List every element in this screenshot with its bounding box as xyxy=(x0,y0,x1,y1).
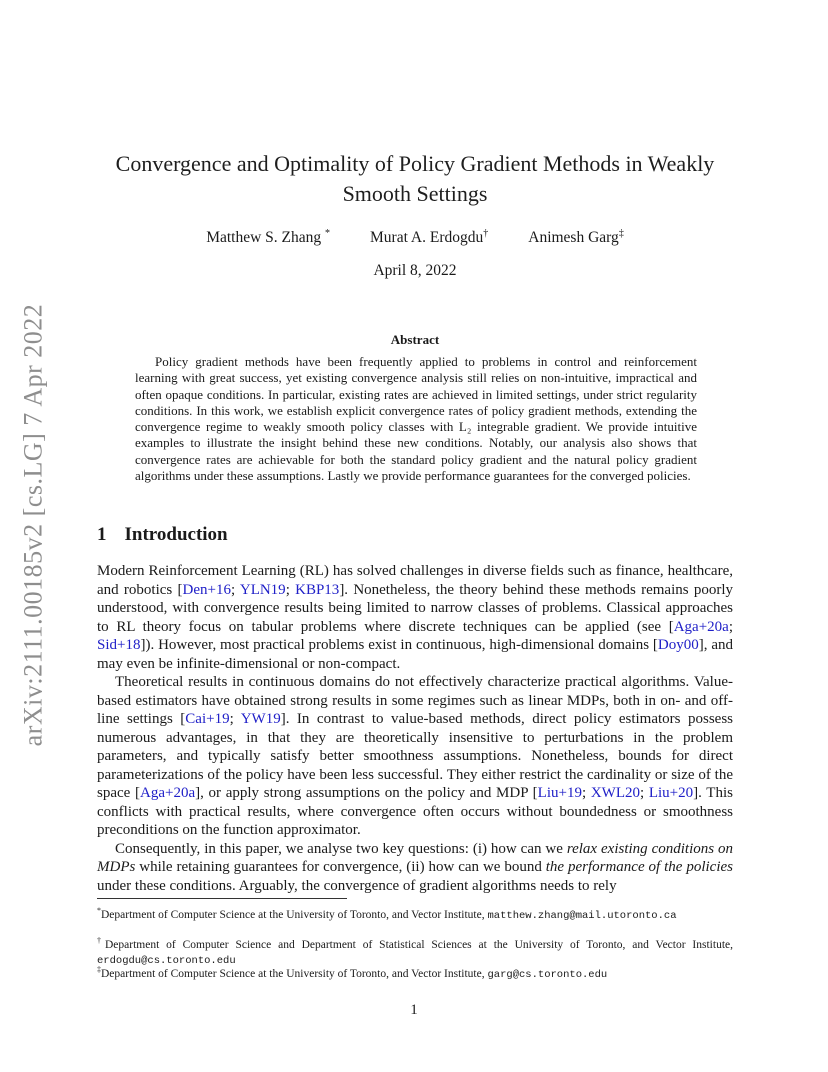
section-number: 1 xyxy=(97,524,107,545)
body-text xyxy=(97,562,733,895)
footnote-mark[interactable]: * xyxy=(325,228,331,239)
arxiv-stamp xyxy=(16,292,50,758)
author: Murat A. Erdogdu† xyxy=(370,228,489,247)
paper-title: Convergence and Optimality of Policy Gradient Methods in Weakly Smooth Settings xyxy=(115,151,715,206)
section-heading xyxy=(97,524,228,546)
paper-date: April 8, 2022 xyxy=(373,262,457,279)
footnote: ‡Department of Computer Science at the University of Toronto, and Vector Institute, garg@cs.toronto.edu xyxy=(97,965,608,981)
citation-link[interactable]: YW19 xyxy=(240,711,281,727)
author-list xyxy=(100,228,730,247)
citation-link[interactable]: Den+16 xyxy=(182,581,231,598)
footnote-rule xyxy=(97,898,347,899)
citation-link[interactable]: KBP13 xyxy=(295,581,340,598)
footnote-mark[interactable]: † xyxy=(483,228,489,239)
abstract-heading: Abstract xyxy=(390,332,440,347)
citation-link[interactable]: Liu+20 xyxy=(648,785,694,801)
author: Matthew S. Zhang * xyxy=(206,228,331,247)
citation-link[interactable]: Liu+19 xyxy=(537,785,582,801)
footnote-mark[interactable]: ‡ xyxy=(618,228,624,239)
citation-link[interactable]: Doy00 xyxy=(657,637,699,653)
citation-link[interactable]: Cai+19 xyxy=(185,711,230,727)
citation-link[interactable]: Sid+18 xyxy=(97,637,141,653)
paragraph: Modern Reinforcement Learning (RL) has solved challenges in diverse fields such as finance, healthcare, and robotics [Den+16; YLN19; KBP13]. Nonetheless, the theory behind these methods remains poorly understood, with convergence results being limited to narrow classes of problems. Classical approaches to RL theory focus on tabular problems where discrete techniques can be applied (see [Aga+20a; Sid+18]). However, most practical problems exist in continuous, high-dimensional domains [Doy00], and may even be infinite-dimensional or non-compact. xyxy=(97,563,734,672)
footnote: †Department of Computer Science and Department of Statistical Sciences at the University of Toronto, and Vector Institute, erdogdu@cs.toronto.edu xyxy=(97,936,733,967)
citation-link[interactable]: YLN19 xyxy=(239,581,286,598)
citation-link[interactable]: Aga+20a xyxy=(140,785,196,801)
email-address[interactable]: matthew.zhang@mail.utoronto.ca xyxy=(487,909,677,922)
paragraph: Theoretical results in continuous domains do not effectively characterize practical algorithms. Value-based estimators have obtained strong results in some regimes such as linear MDPs, both in on- and off-line settings [Cai+19; YW19]. In contrast to value-based methods, direct policy estimators possess numerous advantages, in that they are theoretically insensitive to perturbations in the problem parameters, and typically satisfy better smoothness assumptions. Nonetheless, bounds for direct parameterizations of the policy have been less successful. They either restrict the cardinality or size of the space [Aga+20a], or apply strong assumptions on the policy and MDP [Liu+19; XWL20; Liu+20]. This conflicts with practical results, where convergence often occurs without boundedness or smoothness preconditions on the function approximator. xyxy=(97,674,733,838)
arxiv-id: arXiv:2111.00185v2 [cs.LG] 7 Apr 2022 xyxy=(18,303,47,747)
abstract-text: Policy gradient methods have been frequently applied to problems in control and reinforcement learning with great success, yet existing convergence analysis still relies on non-intuitive, impractical and often opaque conditions. In particular, existing rates are achieved in limited settings, under strict regularity conditions. In this work, we establish explicit convergence rates of policy gradient methods, extending the convergence regime to weakly smooth policy classes with L₂ integrable gradient. We provide intuitive examples to illustrate the insight behind these new conditions. Notably, our analysis also shows that convergence rates are achievable for both the standard policy gradient and the natural policy gradient algorithms under these assumptions. Lastly we provide performance guarantees for the converged policies. xyxy=(135,354,697,484)
citation-link[interactable]: XWL20 xyxy=(590,785,640,801)
email-address[interactable]: garg@cs.toronto.edu xyxy=(487,968,608,981)
footnote: *Department of Computer Science at the University of Toronto, and Vector Institute, matthew.zhang@mail.utoronto.ca xyxy=(97,906,677,922)
citation-link[interactable]: Aga+20a xyxy=(673,618,729,635)
page-number: 1 xyxy=(410,1002,418,1018)
email-address[interactable]: erdogdu@cs.toronto.edu xyxy=(97,954,236,967)
section-title: Introduction xyxy=(124,524,228,545)
author: Animesh Garg‡ xyxy=(528,228,624,247)
paragraph: Consequently, in this paper, we analyse two key questions: (i) how can we relax existing conditions on MDPs while retaining guarantees for convergence, (ii) how can we bound the performance of the policies under these conditions. Arguably, the convergence of gradient algorithms needs to rely xyxy=(97,840,733,894)
